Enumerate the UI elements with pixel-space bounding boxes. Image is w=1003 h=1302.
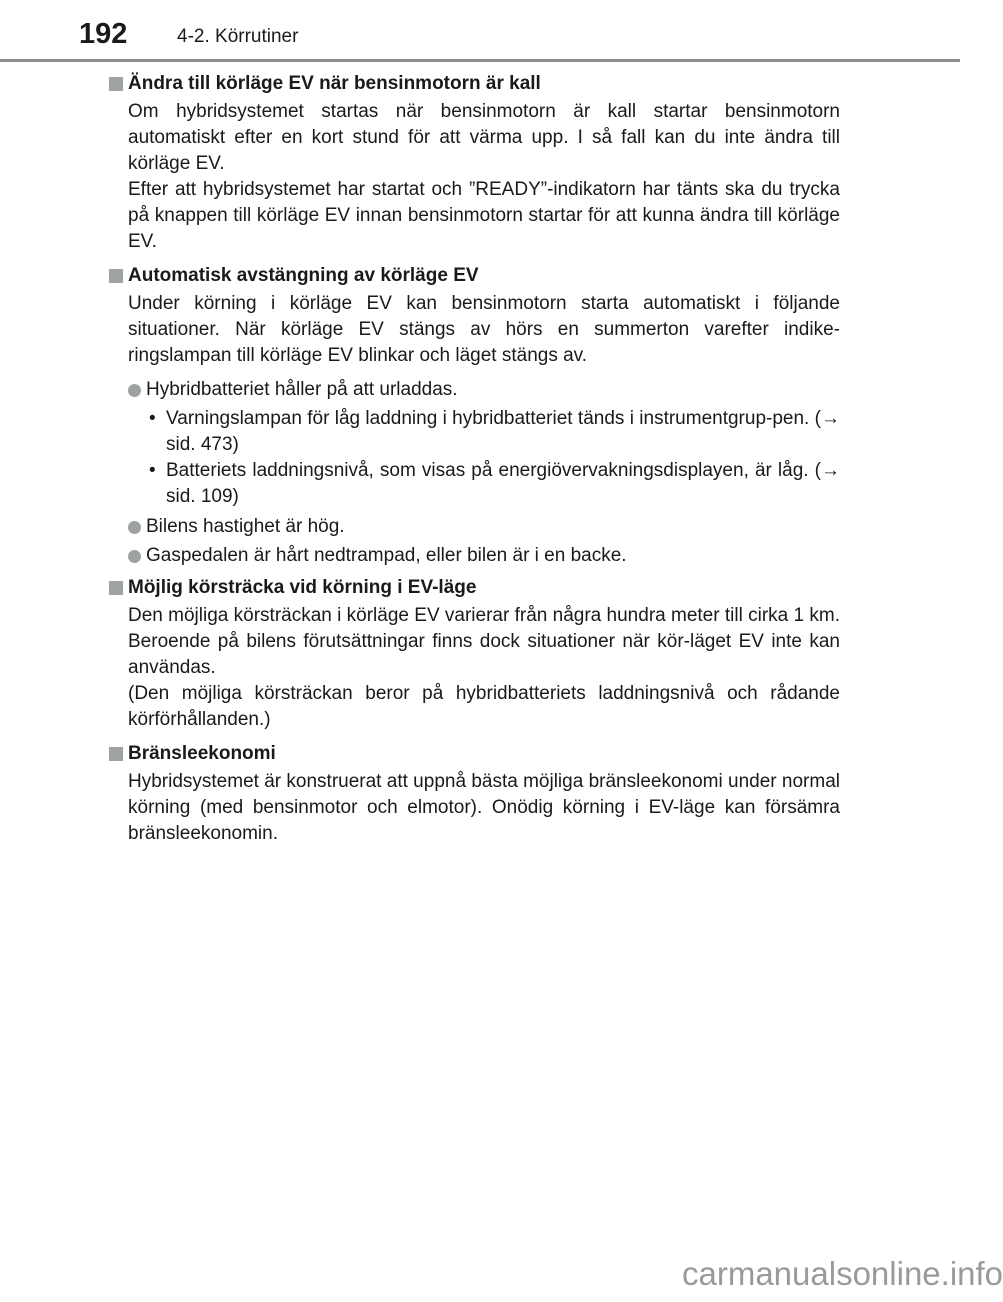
paragraph: (Den möjliga körsträckan beror på hybridbatteriets laddningsnivå och rådande körförhållanden.) <box>128 683 840 730</box>
sub-bullet-item: • Batteriets laddningsnivå, som visas på energiövervakningsdisplayen, är låg. (→ sid. 109) <box>149 460 840 507</box>
paragraph: Under körning i körläge EV kan bensinmotorn starta automatiskt i följande situationer. När körläge EV stängs av hörs en summerton varefter indike-ringslampan till körläge EV blinkar och läget stängs av. <box>128 293 840 366</box>
square-bullet-icon <box>109 269 123 283</box>
paragraph: Hybridsystemet är konstruerat att uppnå bästa möjliga bränsleekonomi under normal körning (med bensinmotor och elmotor). Onödig körning i EV-läge kan försämra bränsleekonomin. <box>128 771 840 844</box>
square-bullet-icon <box>109 77 123 91</box>
circle-bullet-icon <box>128 521 141 534</box>
sub-bullet-item: • Varningslampan för låg laddning i hybridbatteriet tänds i instrumentgrup-pen. (→ sid. 473) <box>149 408 840 455</box>
chapter-title: 4-2. Körrutiner <box>177 26 299 47</box>
bullet-item: Hybridbatteriet håller på att urladdas. <box>109 377 840 403</box>
page-number: 192 <box>79 18 128 50</box>
square-bullet-icon <box>109 581 123 595</box>
watermark: carmanualsonline.info <box>682 1255 1003 1292</box>
paragraph: Om hybridsystemet startas när bensinmotorn är kall startar bensinmotorn automatiskt efter en kort stund för att värma upp. I så fall kan du inte ändra till körläge EV. <box>128 101 840 174</box>
paragraph: Den möjliga körsträckan i körläge EV varierar från några hundra meter till cirka 1 km. Beroende på bilens förutsättningar finns dock situationer när kör-läget EV inte kan användas. <box>128 605 840 678</box>
section-heading: Bränsleekonomi <box>109 741 840 767</box>
paragraph: Efter att hybridsystemet har startat och ”READY”-indikatorn har tänts ska du trycka på knappen till körläge EV innan bensinmotorn startar för att kunna ändra till körläge EV. <box>128 179 840 252</box>
section-heading: Automatisk avstängning av körläge EV <box>109 263 840 289</box>
bullet-item: Bilens hastighet är hög. <box>109 514 840 540</box>
header-divider <box>0 59 960 62</box>
section-heading: Möjlig körsträcka vid körning i EV-läge <box>109 575 840 601</box>
content <box>109 71 840 855</box>
bullet-item: Gaspedalen är hårt nedtrampad, eller bilen är i en backe. <box>109 543 840 569</box>
circle-bullet-icon <box>128 550 141 563</box>
square-bullet-icon <box>109 747 123 761</box>
section-heading: Ändra till körläge EV när bensinmotorn är kall <box>109 71 840 97</box>
circle-bullet-icon <box>128 384 141 397</box>
